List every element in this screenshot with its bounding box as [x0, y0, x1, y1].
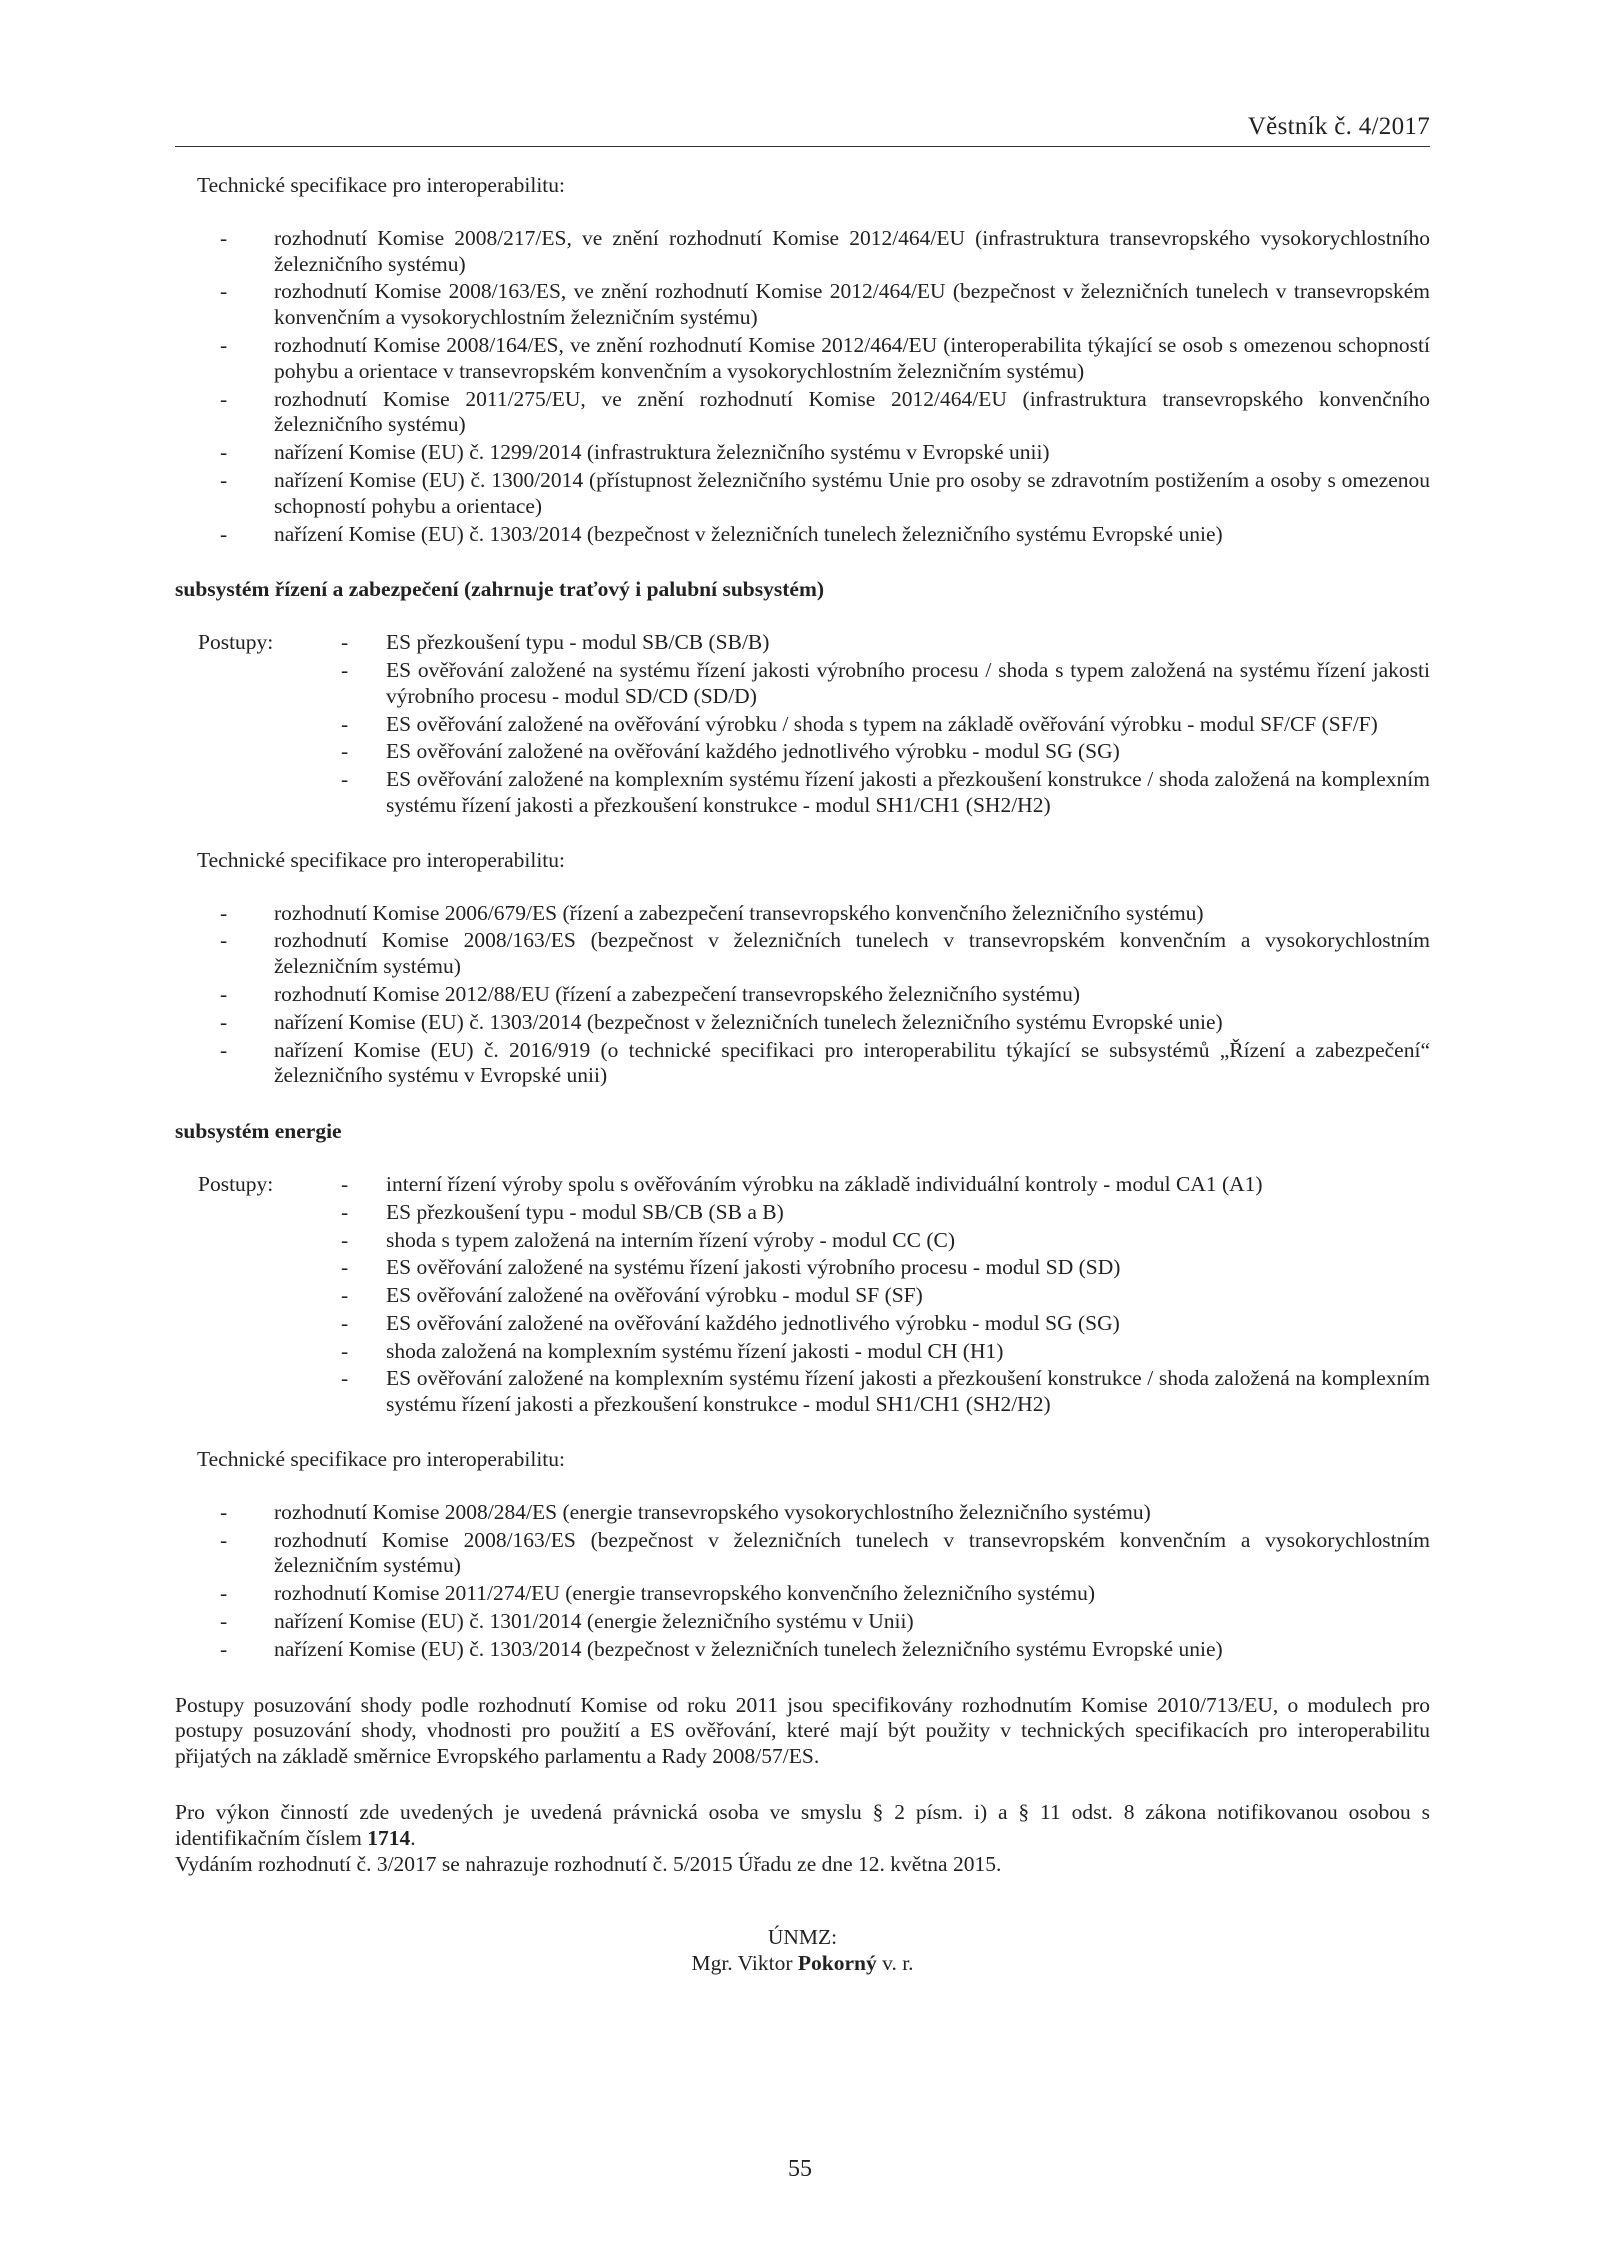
tsi-list [175, 1500, 1430, 1663]
list-item [175, 1010, 1430, 1036]
dash-bullet: - [220, 981, 228, 1006]
list-item [341, 1255, 1430, 1281]
tsi-heading: Technické specifikace pro interoperabilitu: [197, 173, 566, 197]
signature-name-suffix: v. r. [876, 1951, 914, 1976]
dash-bullet: - [341, 630, 349, 655]
list-item-text: rozhodnutí Komise 2011/274/EU (energie transevropského konvenčního železničního systému) [274, 1581, 1095, 1606]
list-item [175, 1609, 1430, 1635]
dash-bullet: - [220, 1636, 228, 1661]
procedures-label: Postupy: [198, 1171, 274, 1196]
dash-bullet: - [220, 900, 228, 925]
dash-bullet: - [341, 1283, 349, 1308]
list-item [175, 928, 1430, 980]
dash-bullet: - [341, 1255, 349, 1280]
list-item-text: ES ověřování založené na ověřování výrobku / shoda s typem na základě ověřování výrobku - modul SF/CF (SF/F) [386, 711, 1378, 736]
tsi-list [175, 226, 1430, 548]
dash-bullet: - [220, 1581, 228, 1606]
list-item-text: ES ověřování založené na ověřování výrobku - modul SF (SF) [386, 1283, 923, 1308]
signature-name-prefix: Mgr. Viktor [691, 1951, 798, 1976]
list-item [341, 658, 1430, 710]
list-item [341, 1172, 1430, 1198]
list-item [175, 279, 1430, 331]
dash-bullet: - [220, 225, 228, 250]
dash-bullet: - [341, 711, 349, 736]
list-item-text: ES ověřování založené na systému řízení jakosti výrobního procesu / shoda s typem založená na systému řízení jakosti výrobního procesu - modul SD/CD (SD/D) [386, 657, 1430, 708]
dash-bullet: - [341, 1199, 349, 1224]
dash-bullet: - [220, 1037, 228, 1062]
notified-body-end: . [410, 1825, 416, 1850]
dash-bullet: - [341, 1310, 349, 1335]
dash-bullet: - [341, 1171, 349, 1196]
list-item [175, 982, 1430, 1008]
page-number: 55 [788, 2156, 812, 2182]
list-item [175, 440, 1430, 466]
dash-bullet: - [341, 767, 349, 792]
list-item [175, 387, 1430, 439]
list-item [341, 1200, 1430, 1226]
closing-paragraph: Postupy posuzování shody podle rozhodnutí Komise od roku 2011 jsou specifikovány rozhodnutím Komise 2010/713/EU, o modulech pro postupy posuzování shody, vhodnosti pro použití a ES ověřování, které mají být použity v technických specifikacích pro interoperabilitu přijatých na základě směrnice Evropského parlamentu a Rady 2008/57/ES. [175, 1692, 1430, 1769]
list-item [175, 333, 1430, 385]
list-item [341, 1366, 1430, 1418]
list-item-text: rozhodnutí Komise 2008/163/ES (bezpečnost v železničních tunelech v transevropském konvenčním a vysokorychlostním železničním systému) [274, 1527, 1430, 1578]
procedures-list [341, 630, 1430, 821]
procedures-block [175, 630, 1430, 821]
subsystem-title-energy: subsystém energie [175, 1119, 342, 1144]
list-item-text: rozhodnutí Komise 2008/164/ES, ve znění rozhodnutí Komise 2012/464/EU (interoperabilita týkající se osob s omezenou schopností pohybu a orientace v transevropském konvenčním a vysokorychlostním železničním systému) [274, 332, 1430, 383]
dash-bullet: - [220, 1499, 228, 1524]
tsi-list [175, 901, 1430, 1090]
dash-bullet: - [220, 521, 228, 546]
list-item-text: rozhodnutí Komise 2008/284/ES (energie transevropského vysokorychlostního železničního systému) [274, 1499, 1151, 1524]
list-item-text: ES přezkoušení typu - modul SB/CB (SB/B) [386, 630, 770, 655]
list-item-text: nařízení Komise (EU) č. 1303/2014 (bezpečnost v železničních tunelech železničního systému Evropské unie) [274, 1636, 1223, 1661]
list-item-text: rozhodnutí Komise 2006/679/ES (řízení a zabezpečení transevropského konvenčního železničního systému) [274, 900, 1204, 925]
list-item-text: rozhodnutí Komise 2011/275/EU, ve znění rozhodnutí Komise 2012/464/EU (infrastruktura transevropského konvenčního železničního systému) [274, 386, 1430, 437]
signature-surname: Pokorný [797, 1951, 877, 1976]
list-item [175, 1038, 1430, 1090]
dash-bullet: - [341, 739, 349, 764]
list-item-text: ES ověřování založené na ověřování každého jednotlivého výrobku - modul SG (SG) [386, 739, 1120, 764]
replacement-note: Vydáním rozhodnutí č. 3/2017 se nahrazuje rozhodnutí č. 5/2015 Úřadu ze dne 12. května 2015. [175, 1851, 1002, 1876]
dash-bullet: - [220, 467, 228, 492]
list-item [341, 712, 1430, 738]
tsi-heading: Technické specifikace pro interoperabilitu: [197, 847, 566, 872]
dash-bullet: - [220, 928, 228, 953]
list-item [175, 468, 1430, 520]
journal-issue: Věstník č. 4/2017 [1247, 113, 1430, 140]
list-item-text: ES přezkoušení typu - modul SB/CB (SB a B) [386, 1199, 784, 1224]
notified-body-text: Pro výkon činností zde uvedených je uvedená právnická osoba ve smyslu § 2 písm. i) a § 11 odst. 8 zákona notifikovanou osobou s identifikačním číslem [175, 1800, 1430, 1850]
signature-block [175, 1925, 1430, 1977]
list-item [175, 522, 1430, 548]
dash-bullet: - [220, 332, 228, 357]
signature-name [175, 1951, 1430, 1977]
procedures-label: Postupy: [198, 630, 274, 655]
list-item-text: nařízení Komise (EU) č. 1303/2014 (bezpečnost v železničních tunelech železničního systému Evropské unie) [274, 1009, 1223, 1034]
list-item-text: ES ověřování založené na komplexním systému řízení jakosti a přezkoušení konstrukce / shoda založená na komplexním systému řízení jakosti a přezkoušení konstrukce - modul SH1/CH1 (SH2/H2) [386, 767, 1430, 817]
procedures-block [175, 1172, 1430, 1420]
list-item-text: rozhodnutí Komise 2012/88/EU (řízení a zabezpečení transevropského železničního systému) [274, 981, 1080, 1006]
dash-bullet: - [220, 386, 228, 411]
subsystem-title-control: subsystém řízení a zabezpečení (zahrnuje traťový i palubní subsystém) [175, 577, 825, 602]
dash-bullet: - [220, 1609, 228, 1634]
list-item-text: rozhodnutí Komise 2008/163/ES (bezpečnost v železničních tunelech v transevropském konvenčním a vysokorychlostním železničním systému) [274, 928, 1430, 979]
list-item-text: ES ověřování založené na ověřování každého jednotlivého výrobku - modul SG (SG) [386, 1310, 1120, 1335]
list-item-text: nařízení Komise (EU) č. 1301/2014 (energie železničního systému v Unii) [274, 1609, 914, 1634]
list-item [341, 739, 1430, 765]
list-item-text: shoda s typem založená na interním řízení výroby - modul CC (C) [386, 1227, 956, 1252]
dash-bullet: - [220, 1009, 228, 1034]
dash-bullet: - [341, 1227, 349, 1252]
list-item [175, 1500, 1430, 1526]
identification-number: 1714 [367, 1825, 411, 1850]
document-body [175, 173, 1430, 1977]
signature-office: ÚNMZ: [767, 1925, 838, 1950]
notified-body-paragraph [175, 1800, 1430, 1852]
list-item [175, 1637, 1430, 1663]
list-item-text: nařízení Komise (EU) č. 2016/919 (o technické specifikaci pro interoperabilitu týkající se subsystémů „Řízení a zabezpečení“ železničního systému v Evropské unii) [274, 1037, 1430, 1088]
list-item [341, 630, 1430, 656]
list-item-text: nařízení Komise (EU) č. 1299/2014 (infrastruktura železničního systému v Evropské unii) [274, 440, 1050, 465]
list-item [341, 1228, 1430, 1254]
list-item-text: ES ověřování založené na komplexním systému řízení jakosti a přezkoušení konstrukce / shoda založená na komplexním systému řízení jakosti a přezkoušení konstrukce - modul SH1/CH1 (SH2/H2) [386, 1366, 1430, 1417]
list-item [341, 1311, 1430, 1337]
notified-body-block [175, 1800, 1430, 1877]
dash-bullet: - [341, 1338, 349, 1363]
list-item [341, 767, 1430, 819]
dash-bullet: - [220, 440, 228, 465]
list-item-text: interní řízení výroby spolu s ověřováním výrobku na základě individuální kontroly - modul CA1 (A1) [386, 1171, 1263, 1196]
list-item-text: nařízení Komise (EU) č. 1300/2014 (přístupnost železničního systému Unie pro osoby se zdravotním postižením a osoby s omezenou schopností pohybu a orientace) [274, 467, 1430, 518]
list-item [175, 901, 1430, 927]
list-item [341, 1283, 1430, 1309]
list-item-text: rozhodnutí Komise 2008/163/ES, ve znění rozhodnutí Komise 2012/464/EU (bezpečnost v železničních tunelech v transevropském konvenčním a vysokorychlostním železničním systému) [274, 279, 1430, 330]
list-item-text: ES ověřování založené na systému řízení jakosti výrobního procesu - modul SD (SD) [386, 1255, 1121, 1280]
dash-bullet: - [220, 279, 228, 304]
tsi-heading: Technické specifikace pro interoperabilitu: [197, 1447, 566, 1472]
list-item-text: shoda založená na komplexním systému řízení jakosti - modul CH (H1) [386, 1338, 1004, 1363]
list-item [175, 1581, 1430, 1607]
list-item-text: nařízení Komise (EU) č. 1303/2014 (bezpečnost v železničních tunelech železničního systému Evropské unie) [274, 521, 1223, 546]
list-item-text: rozhodnutí Komise 2008/217/ES, ve znění rozhodnutí Komise 2012/464/EU (infrastruktura transevropského vysokorychlostního železničního systému) [274, 225, 1430, 276]
dash-bullet: - [341, 657, 349, 682]
dash-bullet: - [220, 1527, 228, 1552]
page-header [175, 108, 1430, 147]
list-item [341, 1339, 1430, 1365]
list-item [175, 226, 1430, 278]
list-item [175, 1528, 1430, 1580]
dash-bullet: - [341, 1366, 349, 1391]
procedures-list [341, 1172, 1430, 1420]
